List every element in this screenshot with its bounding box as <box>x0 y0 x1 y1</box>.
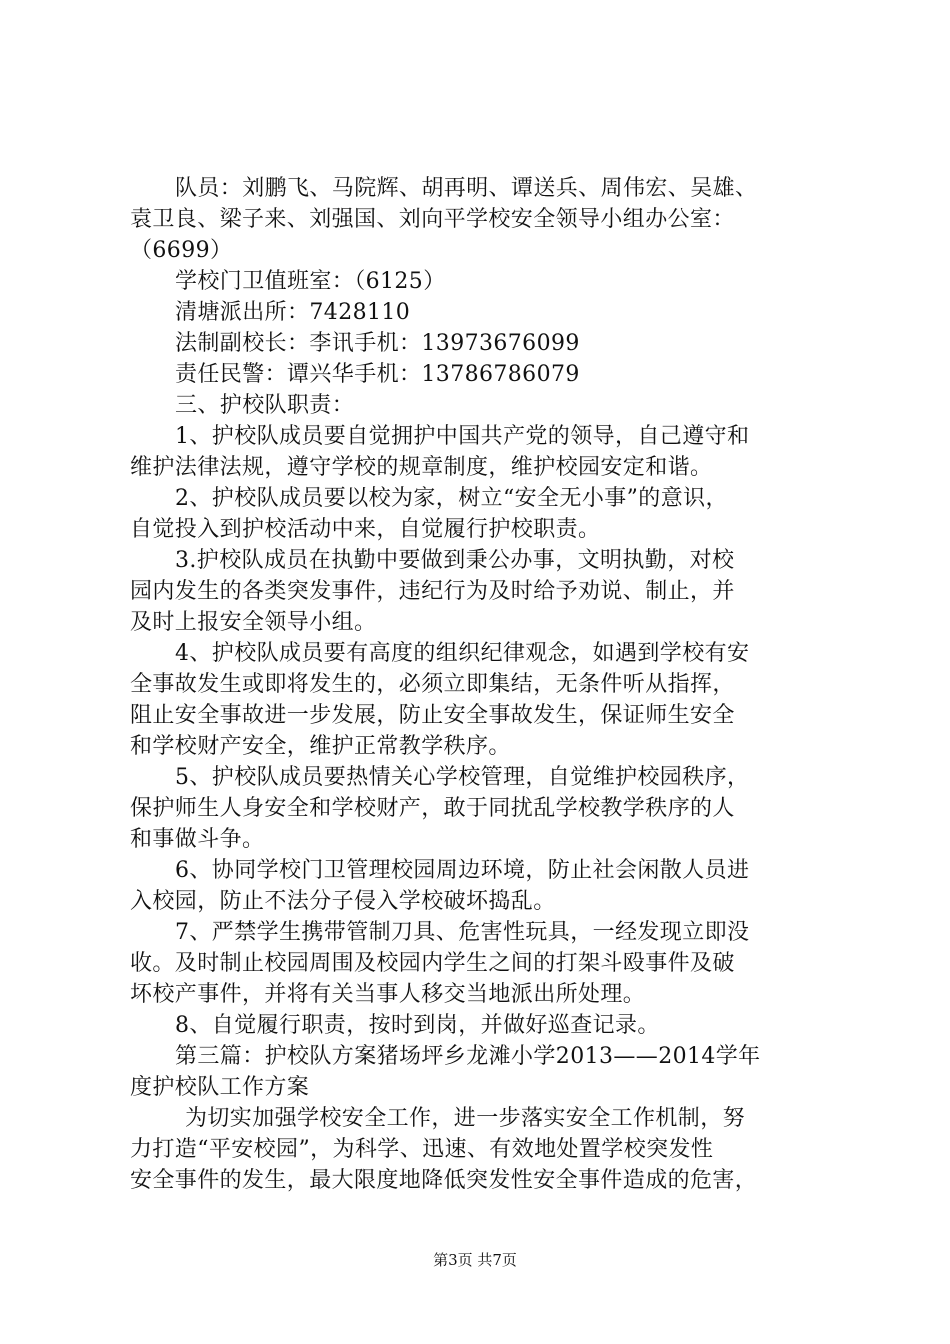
text-line: 度护校队工作方案 <box>130 1075 310 1100</box>
text-line: 和学校财产安全，维护正常教学秩序。 <box>130 734 511 759</box>
text-line: 7、严禁学生携带管制刀具、危害性玩具，一经发现立即没 <box>175 920 750 945</box>
text-line: 维护法律法规，遵守学校的规章制度，维护校园安定和谐。 <box>130 455 713 480</box>
text-line: 3.护校队成员在执勤中要做到秉公办事，文明执勤，对校 <box>175 548 735 573</box>
text-line: 法制副校长：李讯手机：13973676099 <box>175 331 580 356</box>
text-line: 清塘派出所：7428110 <box>175 300 411 325</box>
text-line: 第三篇：护校队方案猪场坪乡龙滩小学2013——2014学年 <box>175 1044 761 1069</box>
document-body <box>130 173 830 1196</box>
text-line: 4、护校队成员要有高度的组织纪律观念，如遇到学校有安 <box>175 641 750 666</box>
text-line: 5、护校队成员要热情关心学校管理，自觉维护校园秩序， <box>175 765 750 790</box>
text-line: 收。及时制止校园周围及校园内学生之间的打架斗殴事件及破 <box>130 951 735 976</box>
text-line: 1、护校队成员要自觉拥护中国共产党的领导，自己遵守和 <box>175 424 750 449</box>
text-line: 三、护校队职责： <box>175 393 355 418</box>
text-line: 力打造“平安校园”，为科学、迅速、有效地处置学校突发性 <box>130 1137 714 1162</box>
text-line: 保护师生人身安全和学校财产，敢于同扰乱学校教学秩序的人 <box>130 796 735 821</box>
text-line: 队员：刘鹏飞、马院辉、胡再明、谭送兵、周伟宏、吴雄、 <box>175 176 758 201</box>
text-line: 学校门卫值班室：（6125） <box>175 269 446 294</box>
text-line: 坏校产事件，并将有关当事人移交当地派出所处理。 <box>130 982 646 1007</box>
text-line: 6、协同学校门卫管理校园周边环境，防止社会闲散人员进 <box>175 858 750 883</box>
text-line: 园内发生的各类突发事件，违纪行为及时给予劝说、制止，并 <box>130 579 735 604</box>
text-line: 和事做斗争。 <box>130 827 265 852</box>
text-line: 全事故发生或即将发生的，必须立即集结，无条件听从指挥， <box>130 672 735 697</box>
text-line: 阻止安全事故进一步发展，防止安全事故发生，保证师生安全 <box>130 703 735 728</box>
text-line: 入校园，防止不法分子侵入学校破坏捣乱。 <box>130 889 556 914</box>
text-line: 及时上报安全领导小组。 <box>130 610 377 635</box>
text-line: （6699） <box>130 238 233 263</box>
text-line: 自觉投入到护校活动中来，自觉履行护校职责。 <box>130 517 601 542</box>
text-line: 为切实加强学校安全工作，进一步落实安全工作机制，努 <box>185 1106 746 1131</box>
text-line: 袁卫良、梁子来、刘强国、刘向平学校安全领导小组办公室： <box>130 207 735 232</box>
text-line: 2、护校队成员要以校为家，树立“安全无小事”的意识， <box>175 486 728 511</box>
page-footer: 第3页 共7页 <box>433 1251 517 1269</box>
text-line: 安全事件的发生，最大限度地降低突发性安全事件造成的危害， <box>130 1168 758 1193</box>
text-line: 责任民警：谭兴华手机：13786786079 <box>175 362 580 387</box>
text-line: 8、自觉履行职责，按时到岗，并做好巡查记录。 <box>175 1013 660 1038</box>
